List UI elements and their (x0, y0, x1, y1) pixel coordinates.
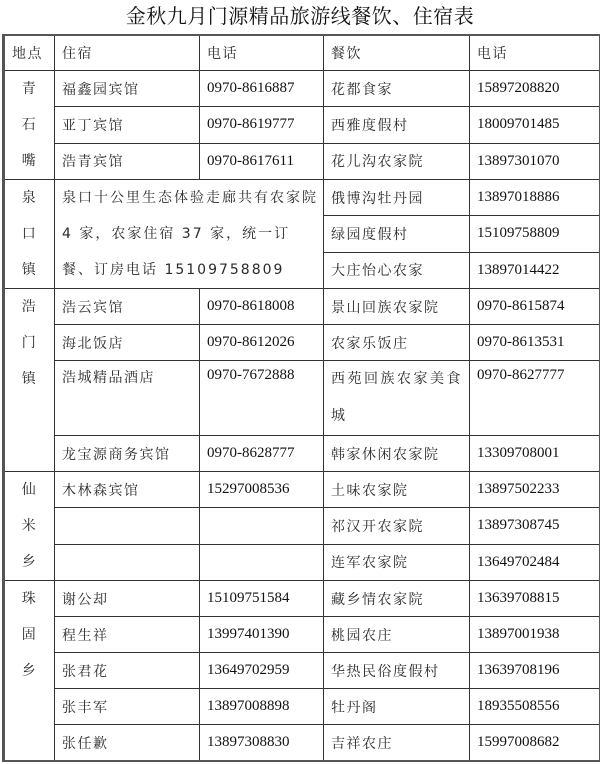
table-row (4, 361, 600, 436)
table-row (4, 725, 600, 762)
table-row (4, 107, 600, 143)
lodging-phone-cell: 0970-7672888 (200, 361, 324, 436)
location-cell: 仙 米 乡 (4, 472, 55, 581)
lodging-phone-cell: 0970-8628777 (200, 436, 324, 472)
dining-phone-cell: 0970-8627777 (470, 361, 600, 436)
dining-phone-cell: 13897308745 (470, 508, 600, 544)
table-row (4, 472, 600, 508)
dining-phone-cell: 13897014422 (470, 252, 600, 288)
document-title: 金秋九月门源精品旅游线餐饮、住宿表 (125, 4, 475, 28)
dining-phone-cell: 13639708815 (470, 581, 600, 617)
lodging-cell: 浩云宾馆 (55, 289, 200, 325)
dining-cell: 桃园农庄 (324, 617, 470, 653)
dining-cell: 韩家休闲农家院 (324, 436, 470, 472)
dining-phone-cell: 0970-8615874 (470, 289, 600, 325)
lodging-phone-cell: 0970-8612026 (200, 325, 324, 361)
dining-phone-cell: 13897018886 (470, 180, 600, 216)
lodging-cell: 木林森宾馆 (55, 472, 200, 508)
lodging-phone-cell (200, 508, 324, 544)
table-row (4, 581, 600, 617)
table-row (4, 653, 600, 689)
lodging-phone-cell: 15109751584 (200, 581, 324, 617)
lodging-cell: 程生祥 (55, 617, 200, 653)
lodging-cell (55, 508, 200, 544)
lodging-cell: 谢公却 (55, 581, 200, 617)
lodging-cell: 亚丁宾馆 (55, 107, 200, 143)
table-row (4, 325, 600, 361)
dining-cell: 藏乡情农家院 (324, 581, 470, 617)
dining-phone-cell: 13897001938 (470, 617, 600, 653)
header-dining: 餐饮 (324, 35, 470, 71)
lodging-cell: 福鑫园宾馆 (55, 71, 200, 107)
lodging-cell: 张君花 (55, 653, 200, 689)
location-cell: 泉 口 镇 (4, 180, 55, 289)
dining-phone-cell: 13309708001 (470, 436, 600, 472)
dining-phone-cell: 0970-8613531 (470, 325, 600, 361)
table-row (4, 617, 600, 653)
dining-cell: 大庄怡心农家 (324, 252, 470, 288)
lodging-phone-cell: 0970-8619777 (200, 107, 324, 143)
table-header-row (4, 35, 600, 71)
dining-cell: 景山回族农家院 (324, 289, 470, 325)
dining-phone-cell: 13897301070 (470, 143, 600, 179)
dining-cell: 牡丹阁 (324, 689, 470, 725)
lodging-phone-cell: 13997401390 (200, 617, 324, 653)
table-row (4, 689, 600, 725)
lodging-dining-table (2, 34, 600, 762)
dining-cell: 花都食家 (324, 71, 470, 107)
lodging-cell: 浩城精品酒店 (55, 361, 200, 436)
table-row (4, 71, 600, 107)
dining-phone-cell: 13649702484 (470, 544, 600, 580)
table-row (4, 143, 600, 179)
location-cell: 浩 门 镇 (4, 289, 55, 472)
dining-cell: 西苑回族农家美食城 (324, 361, 470, 436)
location-cell: 青 石 嘴 (4, 71, 55, 180)
dining-cell: 西雅度假村 (324, 107, 470, 143)
table-row (4, 289, 600, 325)
dining-phone-cell: 15897208820 (470, 71, 600, 107)
dining-cell: 俄博沟牡丹园 (324, 180, 470, 216)
lodging-phone-cell: 13897308830 (200, 725, 324, 762)
header-lodging-phone: 电话 (200, 35, 324, 71)
table-row (4, 508, 600, 544)
dining-cell: 土味农家院 (324, 472, 470, 508)
lodging-cell: 龙宝源商务宾馆 (55, 436, 200, 472)
dining-phone-cell: 15109758809 (470, 216, 600, 252)
lodging-cell: 张任歉 (55, 725, 200, 762)
dining-cell: 农家乐饭庄 (324, 325, 470, 361)
header-location: 地点 (4, 35, 55, 71)
dining-phone-cell: 15997008682 (470, 725, 600, 762)
table-row (4, 436, 600, 472)
lodging-phone-cell: 13649702959 (200, 653, 324, 689)
lodging-phone-cell: 0970-8618008 (200, 289, 324, 325)
location-cell: 珠 固 乡 (4, 581, 55, 762)
table-row (4, 544, 600, 580)
dining-phone-cell: 13639708196 (470, 653, 600, 689)
lodging-phone-cell: 13897008898 (200, 689, 324, 725)
dining-cell: 华热民俗度假村 (324, 653, 470, 689)
dining-cell: 连军农家院 (324, 544, 470, 580)
header-lodging: 住宿 (55, 35, 200, 71)
lodging-cell: 浩青宾馆 (55, 143, 200, 179)
lodging-phone-cell: 0970-8616887 (200, 71, 324, 107)
lodging-note-cell: 泉口十公里生态体验走廊共有农家院 4 家，农家住宿 37 家，统一订餐、订房电话 15109758809 (55, 180, 324, 289)
header-dining-phone: 电话 (470, 35, 600, 71)
lodging-cell (55, 544, 200, 580)
dining-phone-cell: 13897502233 (470, 472, 600, 508)
lodging-phone-cell (200, 544, 324, 580)
lodging-phone-cell: 0970-8617611 (200, 143, 324, 179)
dining-phone-cell: 18935508556 (470, 689, 600, 725)
dining-cell: 花儿沟农家院 (324, 143, 470, 179)
lodging-cell: 张丰军 (55, 689, 200, 725)
dining-cell: 吉祥农庄 (324, 725, 470, 762)
dining-cell: 祁汉开农家院 (324, 508, 470, 544)
lodging-phone-cell: 15297008536 (200, 472, 324, 508)
lodging-cell: 海北饭店 (55, 325, 200, 361)
table-row (4, 180, 600, 216)
dining-cell: 绿园度假村 (324, 216, 470, 252)
dining-phone-cell: 18009701485 (470, 107, 600, 143)
